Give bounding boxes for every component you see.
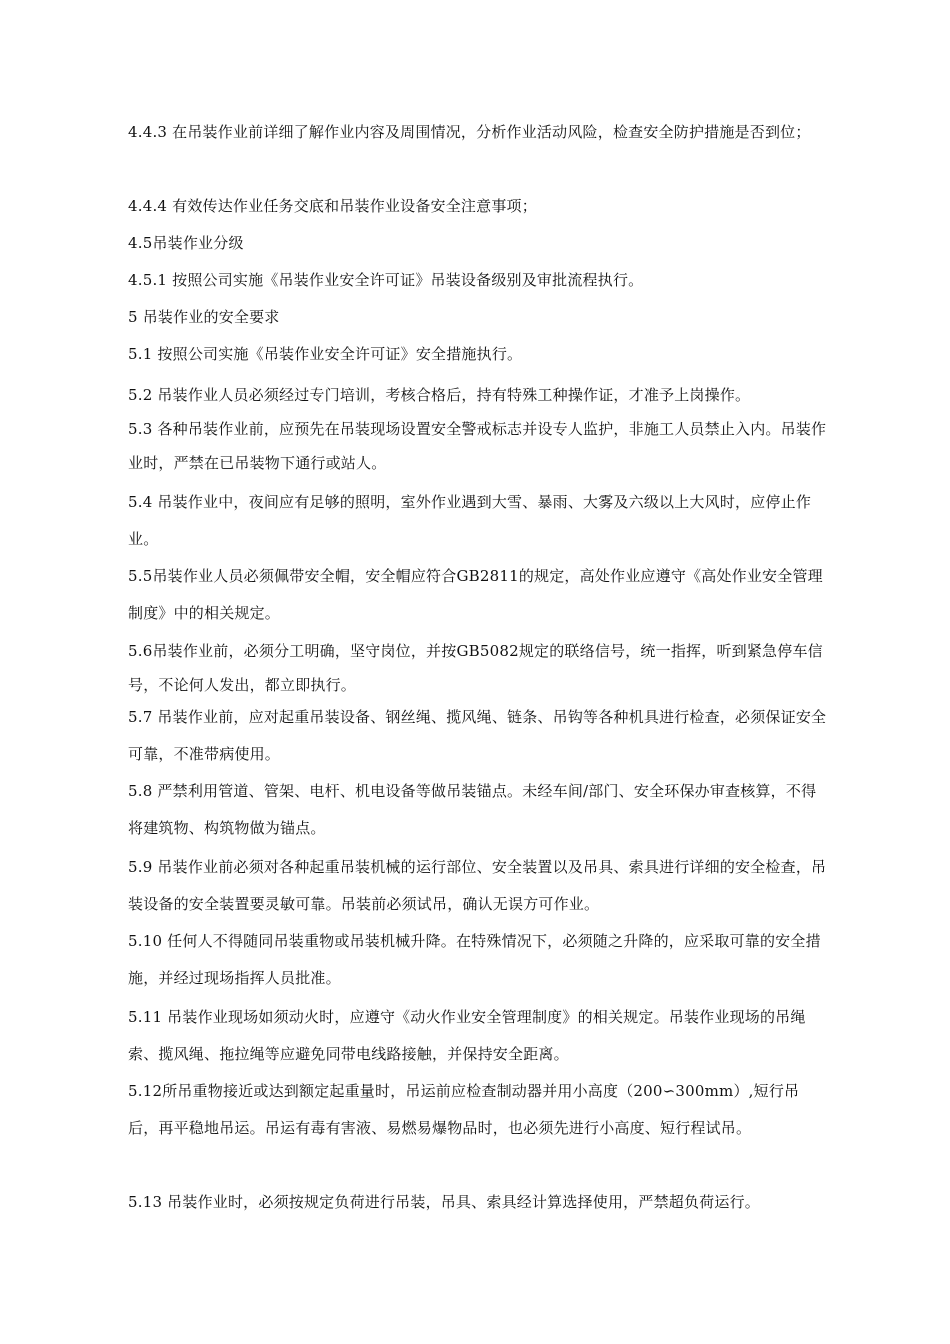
heading-4-5: 4.5吊装作业分级 <box>128 234 244 252</box>
paragraph-5-12: 5.12所吊重物接近或达到额定起重量时，吊运前应检查制动器并用小高度（200∽300mm）,短行吊后，再平稳地吊运。吊运有毒有害液、易燃易爆物品时，也必须先进行小高度、短行程试吊。 <box>128 1082 800 1137</box>
paragraph-5-9: 5.9 吊装作业前必须对各种起重吊装机械的运行部位、安全装置以及吊具、索具进行详细的安全检查，吊装设备的安全装置要灵敏可靠。吊装前必须试吊，确认无误方可作业。 <box>128 858 827 913</box>
paragraph-4-4-4: 4.4.4 有效传达作业任务交底和吊装作业设备安全注意事项； <box>128 197 537 215</box>
paragraph-5-6: 5.6吊装作业前，必须分工明确，坚守岗位，并按GB5082规定的联络信号，统一指挥，听到紧急停车信号，不论何人发出，都立即执行。 <box>128 642 823 694</box>
paragraph-5-13: 5.13 吊装作业时，必须按规定负荷进行吊装，吊具、索具经计算选择使用，严禁超负荷运行。 <box>128 1193 760 1211</box>
paragraph-5-3: 5.3 各种吊装作业前，应预先在吊装现场设置安全警戒标志并设专人监护，非施工人员禁止入内。吊装作业时，严禁在已吊装物下通行或站人。 <box>128 420 827 472</box>
paragraph-5-10: 5.10 任何人不得随同吊装重物或吊装机械升降。在特殊情况下，必须随之升降的，应采取可靠的安全措施，并经过现场指挥人员批准。 <box>128 932 821 987</box>
paragraph-5-4: 5.4 吊装作业中，夜间应有足够的照明，室外作业遇到大雪、暴雨、大雾及六级以上大风时，应停止作业。 <box>128 493 812 548</box>
paragraph-4-4-3: 4.4.3 在吊装作业前详细了解作业内容及周围情况，分析作业活动风险，检查安全防护措施是否到位； <box>128 123 811 141</box>
paragraph-5-11: 5.11 吊装作业现场如须动火时，应遵守《动火作业安全管理制度》的相关规定。吊装作业现场的吊绳索、揽风绳、拖拉绳等应避免同带电线路接触，并保持安全距离。 <box>128 1008 806 1063</box>
paragraph-4-5-1: 4.5.1 按照公司实施《吊装作业安全许可证》吊装设备级别及审批流程执行。 <box>128 271 644 289</box>
paragraph-5-5: 5.5吊装作业人员必须佩带安全帽，安全帽应符合GB2811的规定，高处作业应遵守《高处作业安全管理制度》中的相关规定。 <box>128 567 823 622</box>
paragraph-5-8: 5.8 严禁利用管道、管架、电杆、机电设备等做吊装锚点。未经车间/部门、安全环保办审查核算，不得将建筑物、构筑物做为锚点。 <box>128 782 817 837</box>
paragraph-5-1: 5.1 按照公司实施《吊装作业安全许可证》安全措施执行。 <box>128 345 523 363</box>
heading-5: 5 吊装作业的安全要求 <box>128 308 280 326</box>
paragraph-5-7: 5.7 吊装作业前，应对起重吊装设备、钢丝绳、揽风绳、链条、吊钩等各种机具进行检查，必须保证安全可靠，不准带病使用。 <box>128 708 827 763</box>
paragraph-5-2: 5.2 吊装作业人员必须经过专门培训，考核合格后，持有特殊工种操作证，才准予上岗操作。 <box>128 386 751 404</box>
